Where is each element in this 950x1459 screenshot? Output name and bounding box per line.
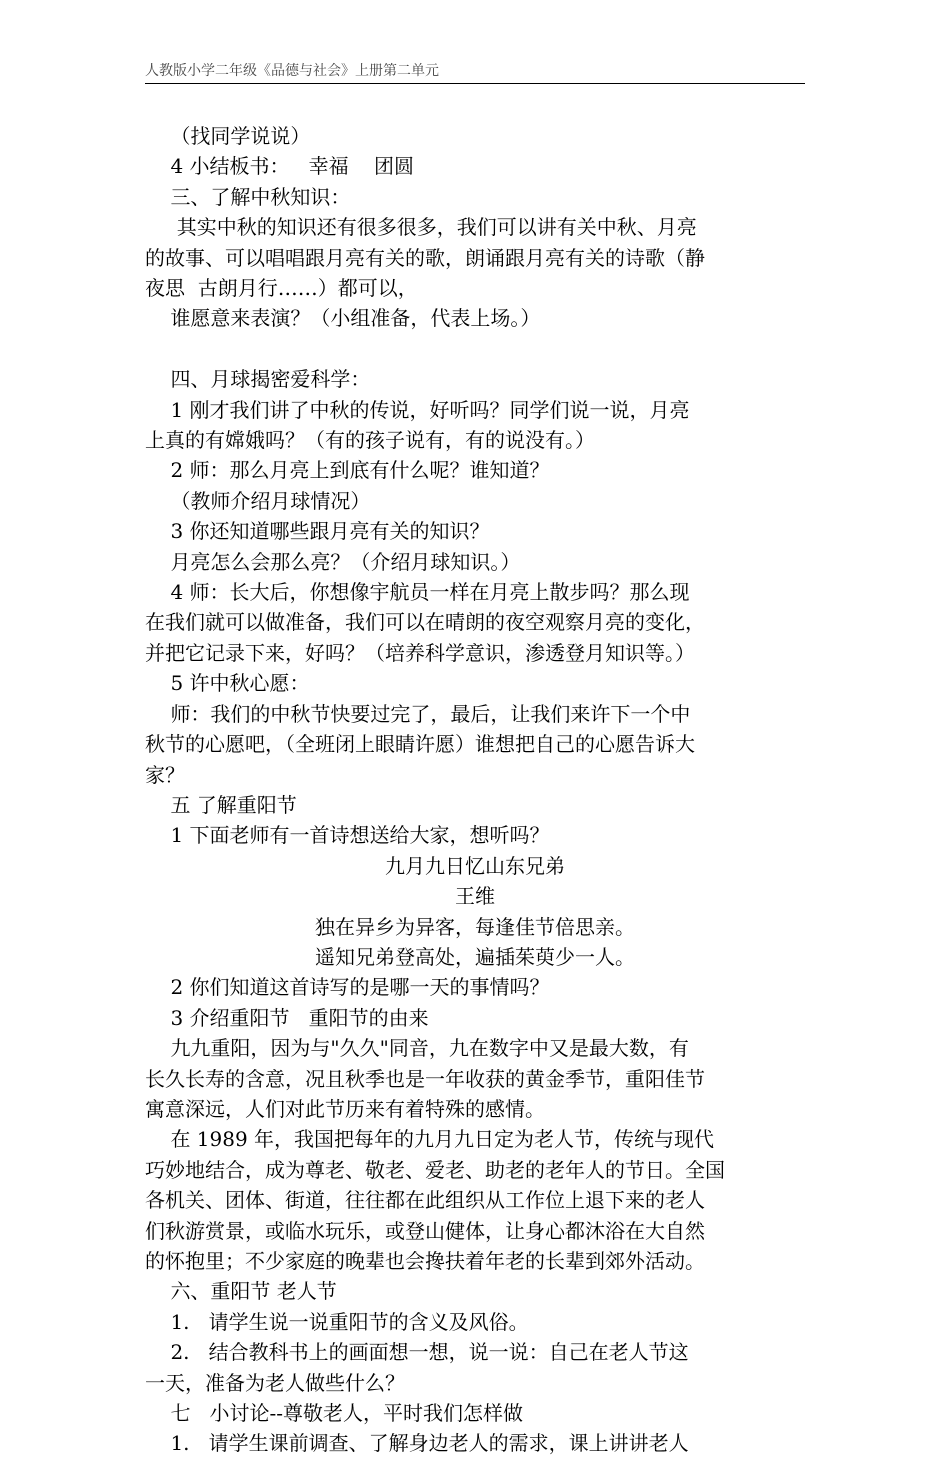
poem-title: 九月九日忆山东兄弟	[385, 853, 565, 878]
poem-line: 遥知兄弟登高处，遍插茱萸少一人。	[315, 944, 635, 969]
text-line: 3 你还知道哪些跟月亮有关的知识？	[145, 519, 490, 544]
text-line: 2. 结合教科书上的画面想一想，说一说：自己在老人节这	[145, 1340, 689, 1365]
text-line: 2 你们知道这首诗写的是哪一天的事情吗？	[145, 975, 550, 1000]
text-line: 长久长寿的含意，况且秋季也是一年收获的黄金季节，重阳佳节	[145, 1066, 705, 1091]
text-line: 夜思 古朗月行……）都可以，	[145, 276, 418, 301]
text-line: 4 小结板书： 幸福 团圆	[145, 154, 415, 179]
text-line: 一天，准备为老人做些什么？	[145, 1370, 405, 1395]
text-line: 秋节的心愿吧，（全班闭上眼睛许愿）谁想把自己的心愿告诉大	[145, 732, 695, 757]
text-line: 3 介绍重阳节 重阳节的由来	[145, 1005, 429, 1030]
text-line: 寓意深远，人们对此节历来有着特殊的感情。	[145, 1096, 545, 1121]
text-line: 1. 请学生说一说重阳节的含义及风俗。	[145, 1309, 529, 1334]
text-line: 谁愿意来表演？（小组准备，代表上场。）	[145, 306, 541, 331]
text-line: 1 刚才我们讲了中秋的传说，好听吗？同学们说一说，月亮	[145, 397, 690, 422]
text-line: （教师介绍月球情况）	[145, 488, 371, 513]
text-line: 5 许中秋心愿：	[145, 671, 310, 696]
text-line: 的怀抱里；不少家庭的晚辈也会搀扶着年老的长辈到郊外活动。	[145, 1249, 705, 1274]
text-line: （找同学说说）	[145, 124, 311, 148]
section-heading: 三、了解中秋知识：	[145, 184, 351, 209]
text-line: 2 师：那么月亮上到底有什么呢？谁知道？	[145, 458, 550, 483]
section-heading: 四、月球揭密爱科学：	[145, 367, 371, 392]
page-header: 人教版小学二年级《品德与社会》上册第二单元	[145, 63, 439, 79]
text-line: 巧妙地结合，成为尊老、敬老、爱老、助老的老年人的节日。全国	[145, 1157, 725, 1182]
section-heading: 五 了解重阳节	[145, 792, 297, 817]
text-line: 家？	[145, 762, 185, 787]
header-rule	[145, 83, 805, 84]
section-heading: 七 小讨论--尊敬老人，平时我们怎样做	[145, 1401, 524, 1426]
text-line: 4 师：长大后，你想像宇航员一样在月亮上散步吗？那么现	[145, 580, 690, 605]
text-line: 1. 请学生课前调查、了解身边老人的需求，课上讲讲老人	[145, 1431, 689, 1456]
text-line: 1 下面老师有一首诗想送给大家，想听吗？	[145, 823, 550, 848]
text-line: 九九重阳，因为与"久久"同音，九在数字中又是最大数，有	[145, 1036, 689, 1061]
lesson-body	[145, 121, 805, 1459]
text-line: 其实中秋的知识还有很多很多，我们可以讲有关中秋、月亮	[145, 215, 697, 240]
text-line: 并把它记录下来，好吗？（培养科学意识，渗透登月知识等。）	[145, 640, 695, 665]
text-line: 各机关、团体、街道，往往都在此组织从工作位上退下来的老人	[145, 1188, 705, 1213]
poem-author: 王维	[455, 884, 495, 909]
text-line: 师：我们的中秋节快要过完了，最后，让我们来许下一个中	[145, 701, 691, 726]
text-line: 在 1989 年，我国把每年的九月九日定为老人节，传统与现代	[145, 1127, 715, 1152]
text-line: 上真的有嫦娥吗？（有的孩子说有，有的说没有。）	[145, 428, 595, 453]
text-line: 的故事、可以唱唱跟月亮有关的歌，朗诵跟月亮有关的诗歌（静	[145, 245, 705, 270]
blank-line	[145, 334, 805, 364]
text-line: 在我们就可以做准备，我们可以在晴朗的夜空观察月亮的变化，	[145, 610, 705, 635]
text-line: 们秋游赏景，或临水玩乐，或登山健体，让身心都沐浴在大自然	[145, 1218, 705, 1243]
poem-line: 独在异乡为异客，每逢佳节倍思亲。	[315, 914, 635, 939]
section-heading: 六、重阳节 老人节	[145, 1279, 337, 1304]
text-line: 月亮怎么会那么亮？（介绍月球知识。）	[145, 549, 521, 574]
